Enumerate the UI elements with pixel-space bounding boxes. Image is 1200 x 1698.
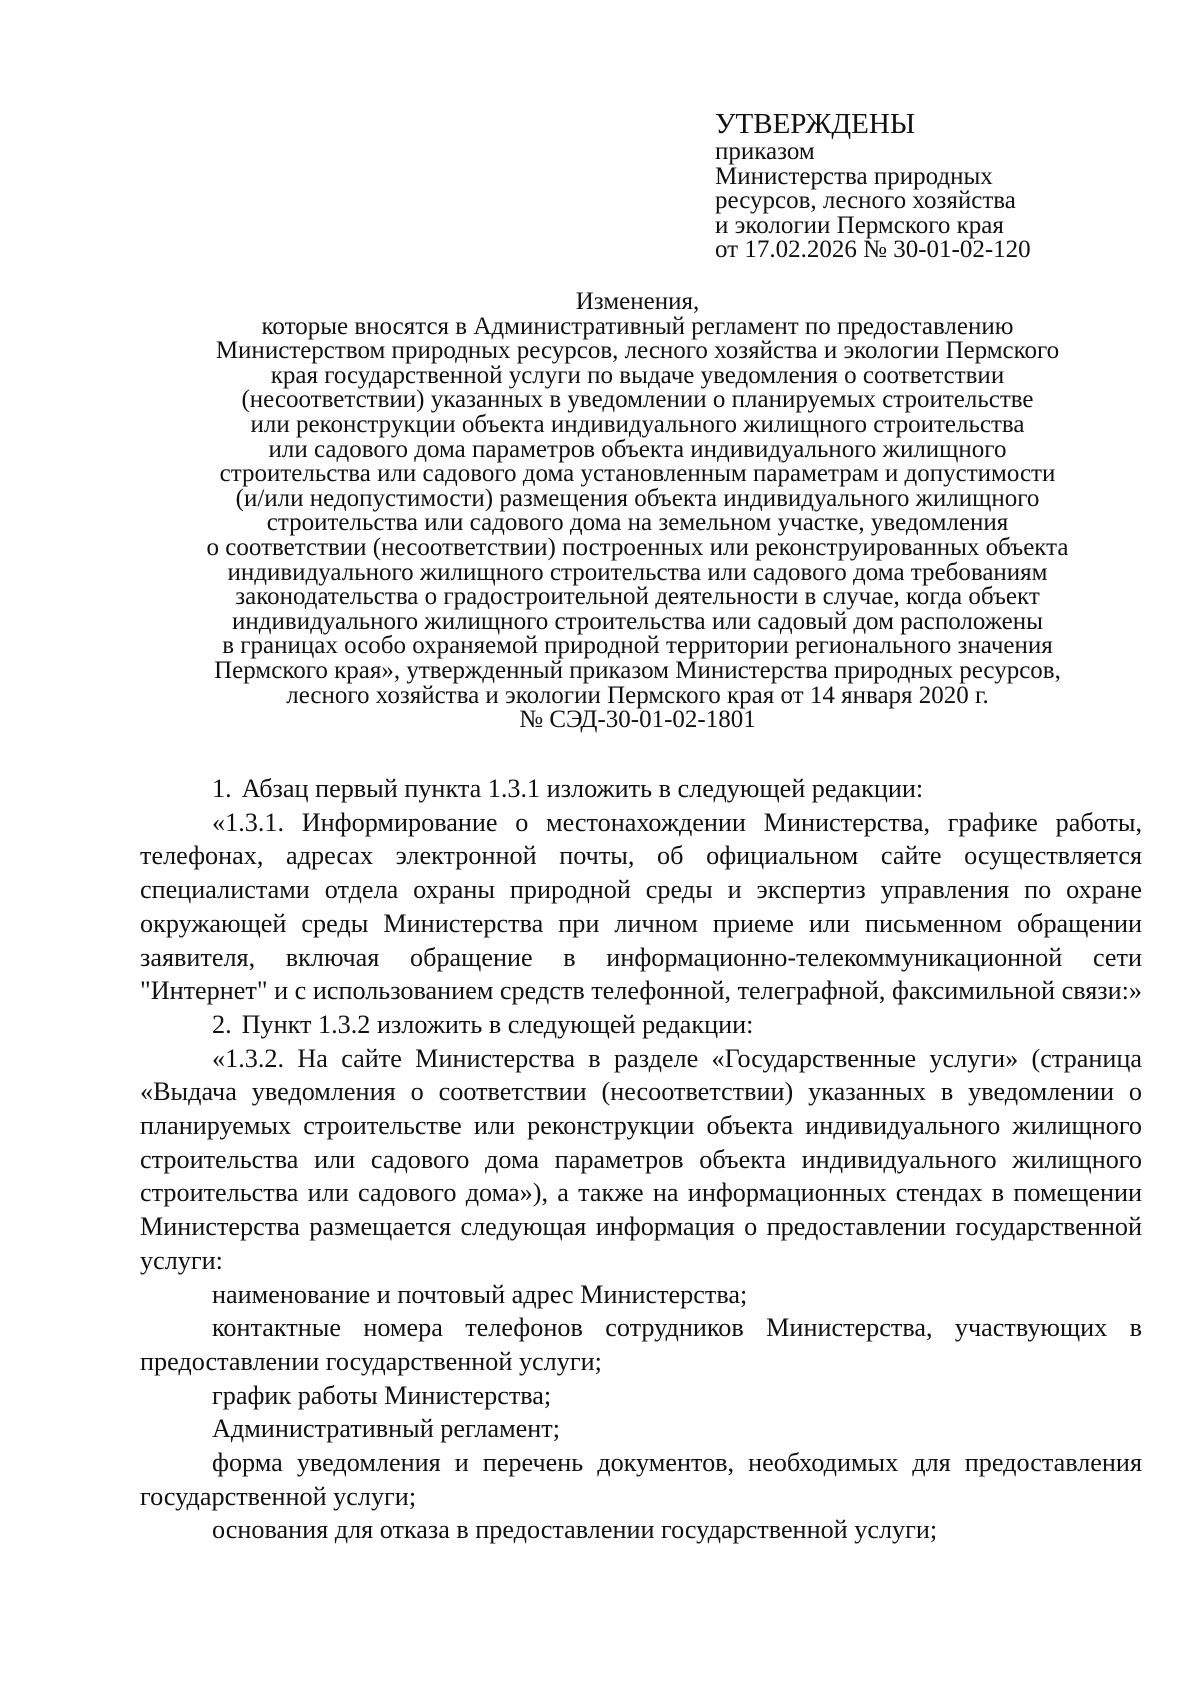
approval-line: приказом — [715, 138, 815, 165]
title-line: строительства или садового дома установленным параметрам и допустимости — [219, 460, 1056, 488]
document-body — [140, 772, 1142, 1547]
title-line: (несоответствии) указанных в уведомлении о планируемых строительстве — [241, 386, 1034, 414]
item-1-quote: «1.3.1. Информирование о местонахождении Министерства, графике работы, телефонах, адресах электронной почты, об официальном сайте осуществляется специалистами отдела охраны природной среды и экспертиз управления по охране окружающей среды Министерства при личном приеме или письменном обращении заявителя, включая обращение в информационно-телекоммуникационной сети "Интернет" и с использованием средств телефонной, телеграфной, факсимильной связи:» — [140, 807, 1142, 1006]
approval-stamp — [715, 108, 1031, 263]
item-text: Пункт 1.3.2 изложить в следующей редакции: — [241, 1009, 754, 1039]
title-line: (и/или недопустимости) размещения объекта индивидуального жилищного — [235, 484, 1040, 512]
title-line: Пермского края», утвержденный приказом Министерства природных ресурсов, — [214, 656, 1061, 684]
item-2-quote: «1.3.2. На сайте Министерства в разделе «Государственные услуги» (страница «Выдача уведомления о соответствии (несоответствии) указанных в уведомлении о планируемых строительстве или реконструкции объекта индивидуального жилищного строительства или садового дома параметров объекта индивидуального жилищного строительства или садового дома»), а также на информационных стендах в помещении Министерства размещается следующая информация о предоставлении государственной услуги: — [140, 1043, 1142, 1275]
item-number: 1. — [212, 774, 232, 803]
list-item: основания для отказа в предоставлении государственной услуги; — [212, 1515, 938, 1545]
title-line: индивидуального жилищного строительства или садовый дом расположены — [232, 607, 1043, 635]
item-number: 2. — [212, 1009, 232, 1039]
approval-line: Министерства природных — [715, 162, 993, 190]
list-item: форма уведомления и перечень документов, необходимых для предоставления государственной услуги; — [140, 1448, 1142, 1511]
approval-title: УТВЕРЖДЕНЫ — [715, 108, 916, 140]
approval-line: и экологии Пермского края — [715, 211, 1004, 239]
title-line: № СЭД-30-01-02-1801 — [519, 706, 756, 734]
title-line: или садового дома параметров объекта индивидуального жилищного — [268, 435, 1007, 463]
list-item: наименование и почтовый адрес Министерства; — [212, 1279, 748, 1309]
list-item: Административный регламент; — [212, 1414, 561, 1444]
title-line: Министерством природных ресурсов, лесного хозяйства и экологии Пермского — [215, 337, 1060, 365]
title-line: в границах особо охраняемой природной территории регионального значения — [222, 632, 1053, 660]
title-line: которые вносятся в Административный регламент по предоставлению — [261, 312, 1014, 340]
document-title — [140, 290, 1135, 733]
title-line: строительства или садового дома на земельном участке, уведомления — [266, 509, 1009, 537]
title-line: или реконструкции объекта индивидуального жилищного строительства — [250, 410, 1025, 438]
title-line: лесного хозяйства и экологии Пермского края от 14 января 2020 г. — [286, 681, 989, 709]
title-line: края государственной услуги по выдаче уведомления о соответствии — [270, 361, 1005, 389]
item-2 — [140, 1008, 1142, 1042]
approval-line: от 17.02.2026 № 30-01-02-120 — [715, 236, 1031, 263]
list-item: контактные номера телефонов сотрудников Министерства, участвующих в предоставлении государственной услуги; — [140, 1313, 1142, 1376]
approval-line: ресурсов, лесного хозяйства — [715, 187, 1016, 214]
title-line: о соответствии (несоответствии) построенных или реконструированных объекта — [206, 533, 1069, 561]
title-line: Изменения, — [575, 288, 700, 315]
list-item: график работы Министерства; — [212, 1380, 552, 1410]
item-text: Абзац первый пункта 1.3.1 изложить в следующей редакции: — [241, 774, 924, 803]
title-line: законодательства о градостроительной деятельности в случае, когда объект — [235, 583, 1040, 611]
title-line: индивидуального жилищного строительства или садового дома требованиям — [227, 558, 1048, 586]
item-1 — [140, 772, 1142, 806]
